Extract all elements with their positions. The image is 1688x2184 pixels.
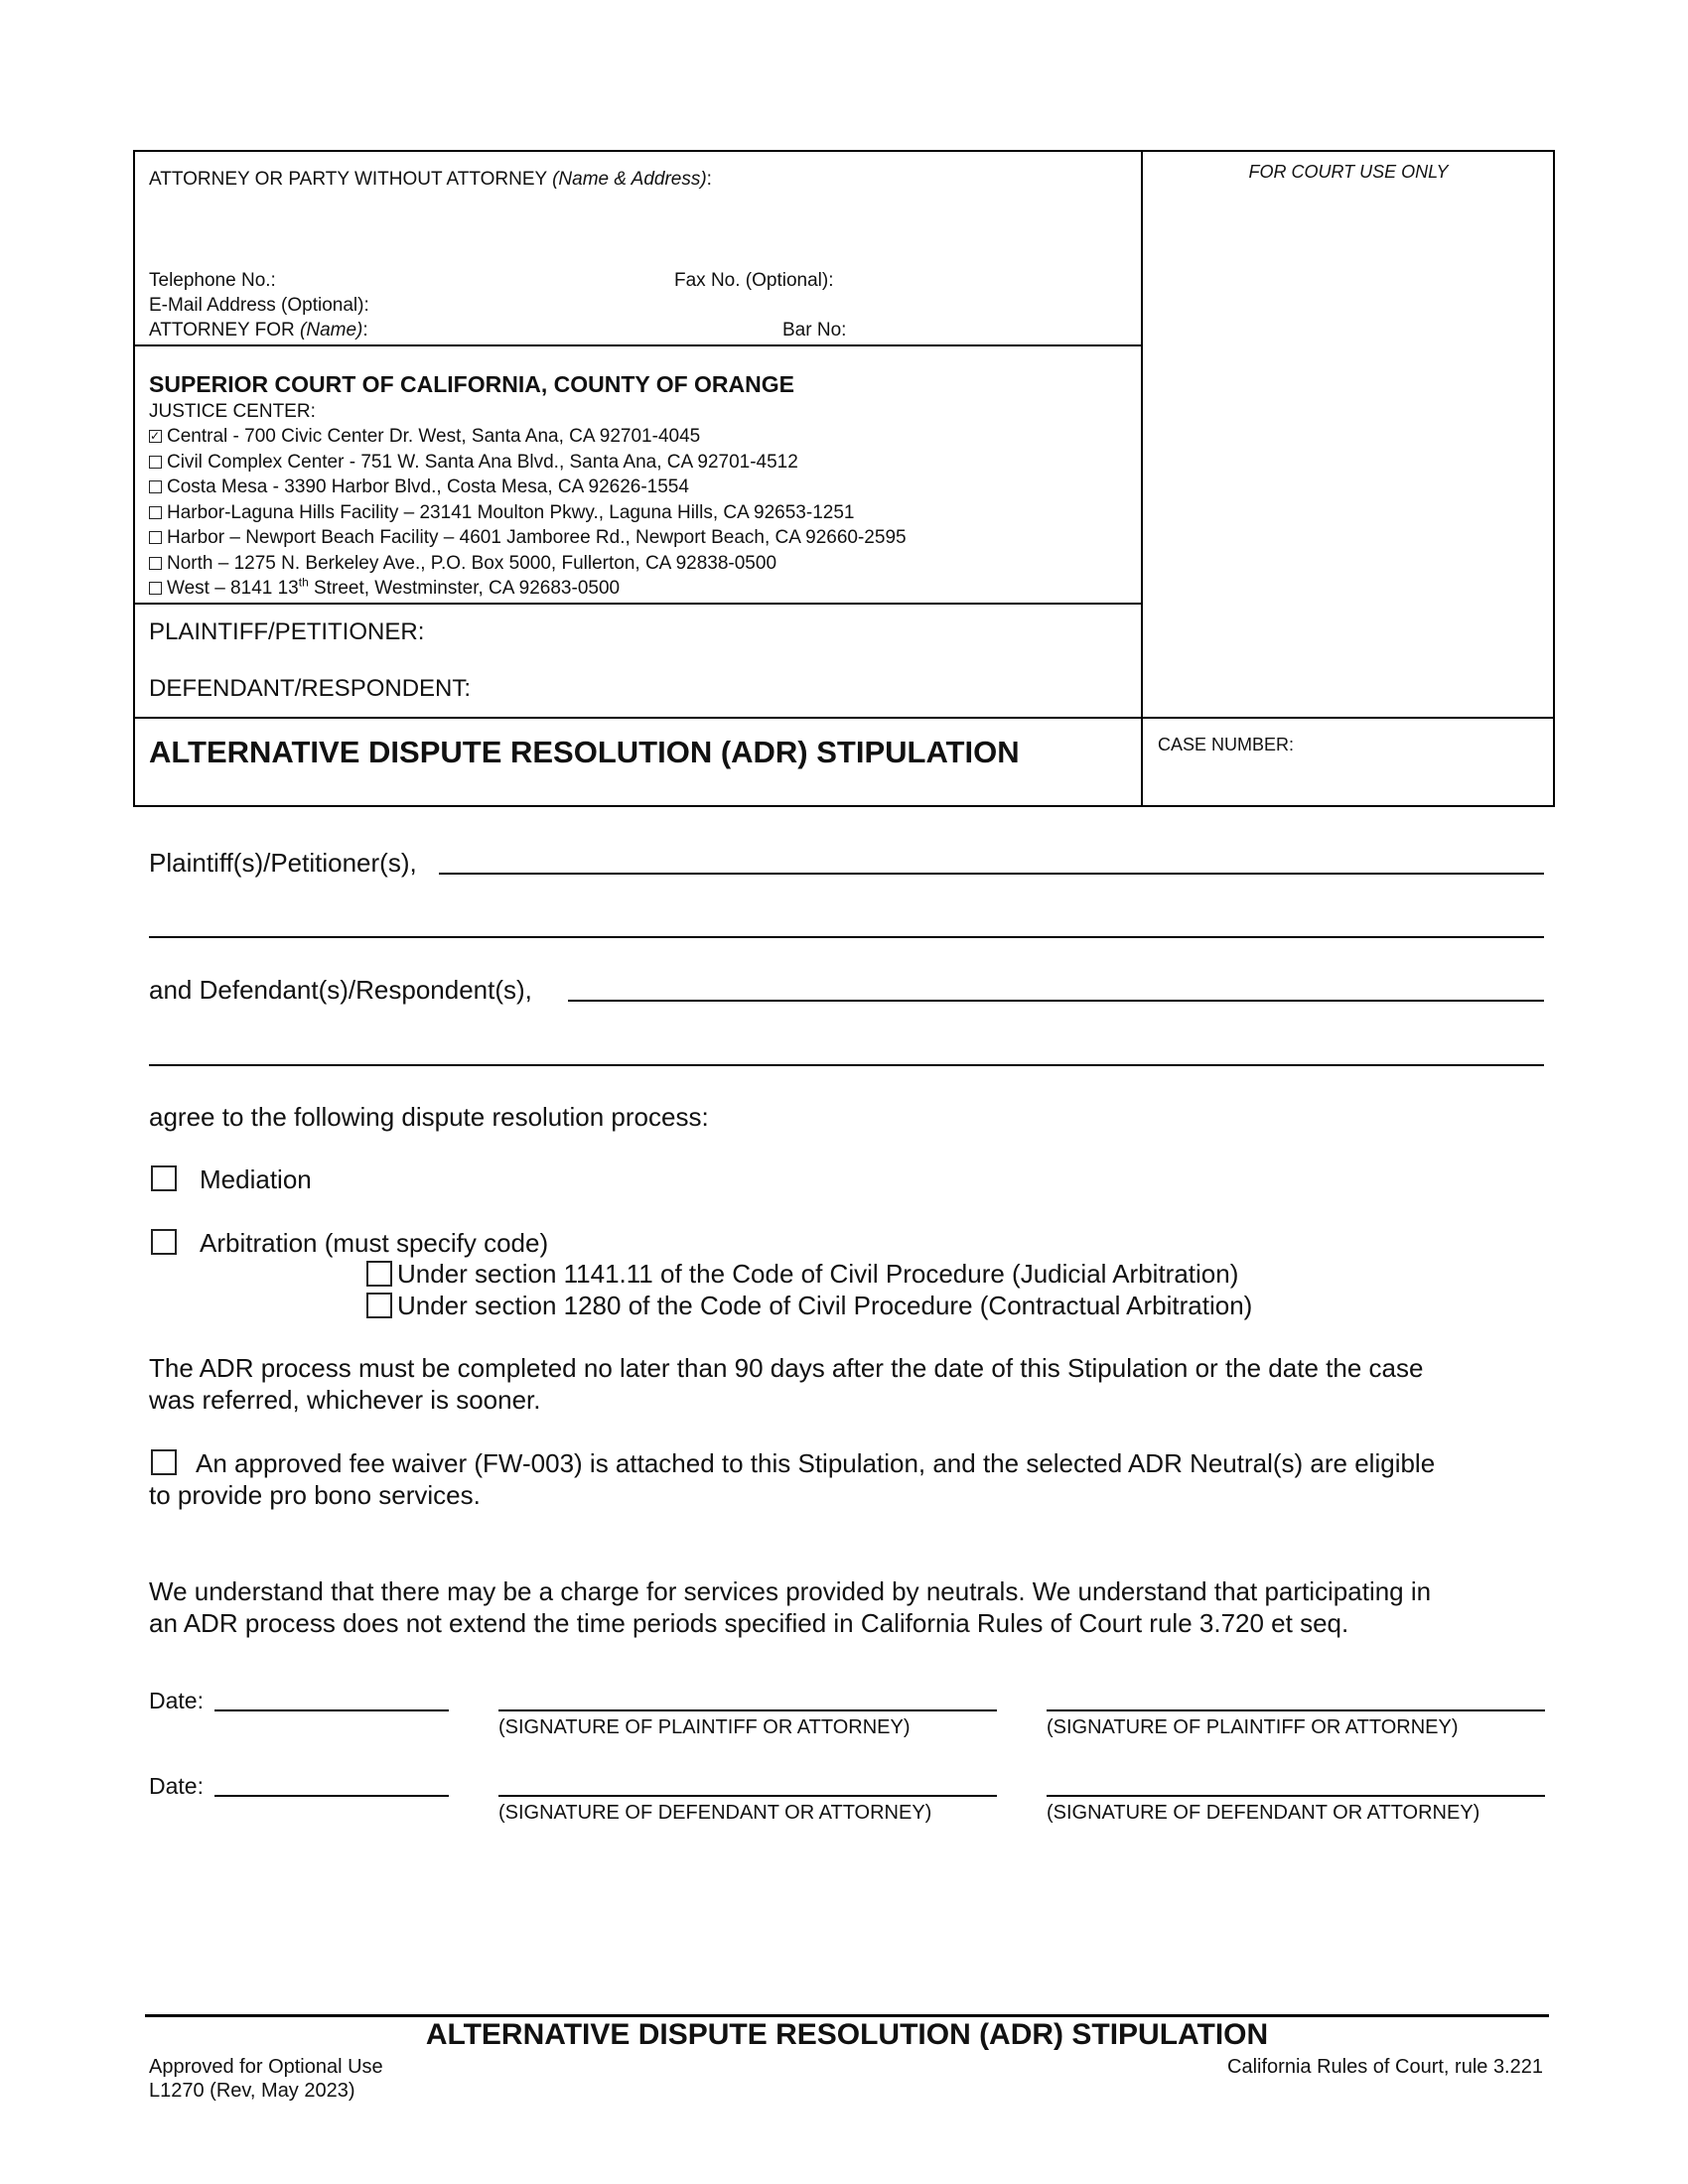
checkbox[interactable] (149, 531, 162, 544)
date-label: Date: (149, 1773, 204, 1799)
footer-rule-citation: California Rules of Court, rule 3.221 (1227, 2056, 1543, 2078)
checkbox[interactable] (149, 456, 162, 469)
contractual-arbitration-label: Under section 1280 of the Code of Civil Procedure (Contractual Arbitration) (397, 1291, 1253, 1320)
email-label: E-Mail Address (Optional): (149, 295, 369, 316)
checkbox[interactable] (149, 506, 162, 519)
mediation-label: Mediation (200, 1164, 312, 1194)
judicial-arbitration-label: Under section 1141.11 of the Code of Civil Procedure (Judicial Arbitration) (397, 1259, 1239, 1289)
defendants-field-continued[interactable] (149, 1064, 1544, 1066)
form-title: ALTERNATIVE DISPUTE RESOLUTION (ADR) STIPULATION (149, 735, 1020, 769)
justice-center-list (149, 424, 907, 602)
defendants-field[interactable] (568, 1000, 1544, 1002)
date-field[interactable] (214, 1795, 449, 1797)
footer-title: ALTERNATIVE DISPUTE RESOLUTION (ADR) STIPULATION (425, 2018, 1269, 2051)
case-number-label: CASE NUMBER: (1158, 735, 1295, 754)
checkbox[interactable] (149, 582, 162, 595)
court-name: SUPERIOR COURT OF CALIFORNIA, COUNTY OF ORANGE (149, 371, 794, 397)
plaintiffs-field[interactable] (439, 873, 1544, 875)
plaintiff-signature-line[interactable] (1047, 1709, 1545, 1711)
fee-waiver-checkbox[interactable] (151, 1449, 177, 1475)
plaintiffs-field-continued[interactable] (149, 936, 1544, 938)
checkbox[interactable] (149, 480, 162, 493)
arbitration-checkbox[interactable] (151, 1229, 177, 1255)
fax-label: Fax No. (Optional): (674, 270, 834, 291)
mediation-checkbox[interactable] (151, 1165, 177, 1191)
deadline-text: The ADR process must be completed no later than 90 days after the date of this Stipulation or the date the case was referred, whichever is sooner. (149, 1353, 1424, 1415)
attorney-for-label: ATTORNEY FOR (Name): (149, 320, 368, 341)
plaintiff-signature-caption: (SIGNATURE OF PLAINTIFF OR ATTORNEY) (1047, 1716, 1459, 1738)
arbitration-label: Arbitration (must specify code) (200, 1228, 549, 1258)
judicial-arbitration-checkbox[interactable] (366, 1261, 392, 1287)
fee-waiver-text-2: to provide pro bono services. (149, 1480, 481, 1510)
footer-approval: Approved for Optional Use L1270 (Rev, May 2023) (149, 2056, 383, 2102)
justice-center-option[interactable]: Harbor-Laguna Hills Facility – 23141 Moulton Pkwy., Laguna Hills, CA 92653-1251 (149, 500, 907, 526)
plaintiff-petitioner-label: PLAINTIFF/PETITIONER: (149, 618, 425, 645)
defendant-signature-caption: (SIGNATURE OF DEFENDANT OR ATTORNEY) (1047, 1802, 1480, 1824)
justice-center-option[interactable]: Civil Complex Center - 751 W. Santa Ana Blvd., Santa Ana, CA 92701-4512 (149, 450, 907, 476)
plaintiff-signature-line[interactable] (498, 1709, 997, 1711)
caption-divider (1141, 150, 1143, 807)
justice-center-label: JUSTICE CENTER: (149, 401, 316, 422)
agree-text: agree to the following dispute resolution process: (149, 1102, 709, 1132)
date-label: Date: (149, 1688, 204, 1713)
checkbox-checked[interactable] (149, 430, 162, 443)
footer-rule (145, 2014, 1549, 2017)
plaintiffs-label: Plaintiff(s)/Petitioner(s), (149, 848, 417, 878)
understanding-text: We understand that there may be a charge for services provided by neutrals. We understand that participating in an ADR process does not extend the time periods specified in California Rules of Court rule 3.720 et seq. (149, 1576, 1432, 1638)
separator-court (133, 603, 1142, 605)
contractual-arbitration-checkbox[interactable] (366, 1293, 392, 1318)
plaintiff-signature-caption: (SIGNATURE OF PLAINTIFF OR ATTORNEY) (498, 1716, 911, 1738)
defendant-respondent-label: DEFENDANT/RESPONDENT: (149, 675, 472, 702)
date-field[interactable] (214, 1709, 449, 1711)
justice-center-option[interactable]: ✓Central - 700 Civic Center Dr. West, Santa Ana, CA 92701-4045 (149, 424, 907, 450)
justice-center-option[interactable]: North – 1275 N. Berkeley Ave., P.O. Box 5000, Fullerton, CA 92838-0500 (149, 551, 907, 577)
telephone-label: Telephone No.: (149, 270, 276, 291)
defendants-label: and Defendant(s)/Respondent(s), (149, 975, 532, 1005)
checkbox[interactable] (149, 557, 162, 570)
justice-center-option[interactable]: Costa Mesa - 3390 Harbor Blvd., Costa Mesa, CA 92626-1554 (149, 475, 907, 500)
court-use-label: FOR COURT USE ONLY (1248, 162, 1449, 182)
defendant-signature-caption: (SIGNATURE OF DEFENDANT OR ATTORNEY) (498, 1802, 932, 1824)
attorney-name-address-label: ATTORNEY OR PARTY WITHOUT ATTORNEY (Name & Address): (149, 169, 712, 190)
justice-center-option[interactable]: West – 8141 13th Street, Westminster, CA 92683-0500 (149, 576, 907, 602)
separator-title (133, 717, 1555, 719)
bar-no-label: Bar No: (782, 320, 847, 341)
justice-center-option[interactable]: Harbor – Newport Beach Facility – 4601 Jamboree Rd., Newport Beach, CA 92660-2595 (149, 525, 907, 551)
separator-attorney (133, 344, 1142, 346)
fee-waiver-text-1: An approved fee waiver (FW-003) is attached to this Stipulation, and the selected ADR Neutral(s) are eligible (196, 1448, 1436, 1478)
defendant-signature-line[interactable] (1047, 1795, 1545, 1797)
defendant-signature-line[interactable] (498, 1795, 997, 1797)
